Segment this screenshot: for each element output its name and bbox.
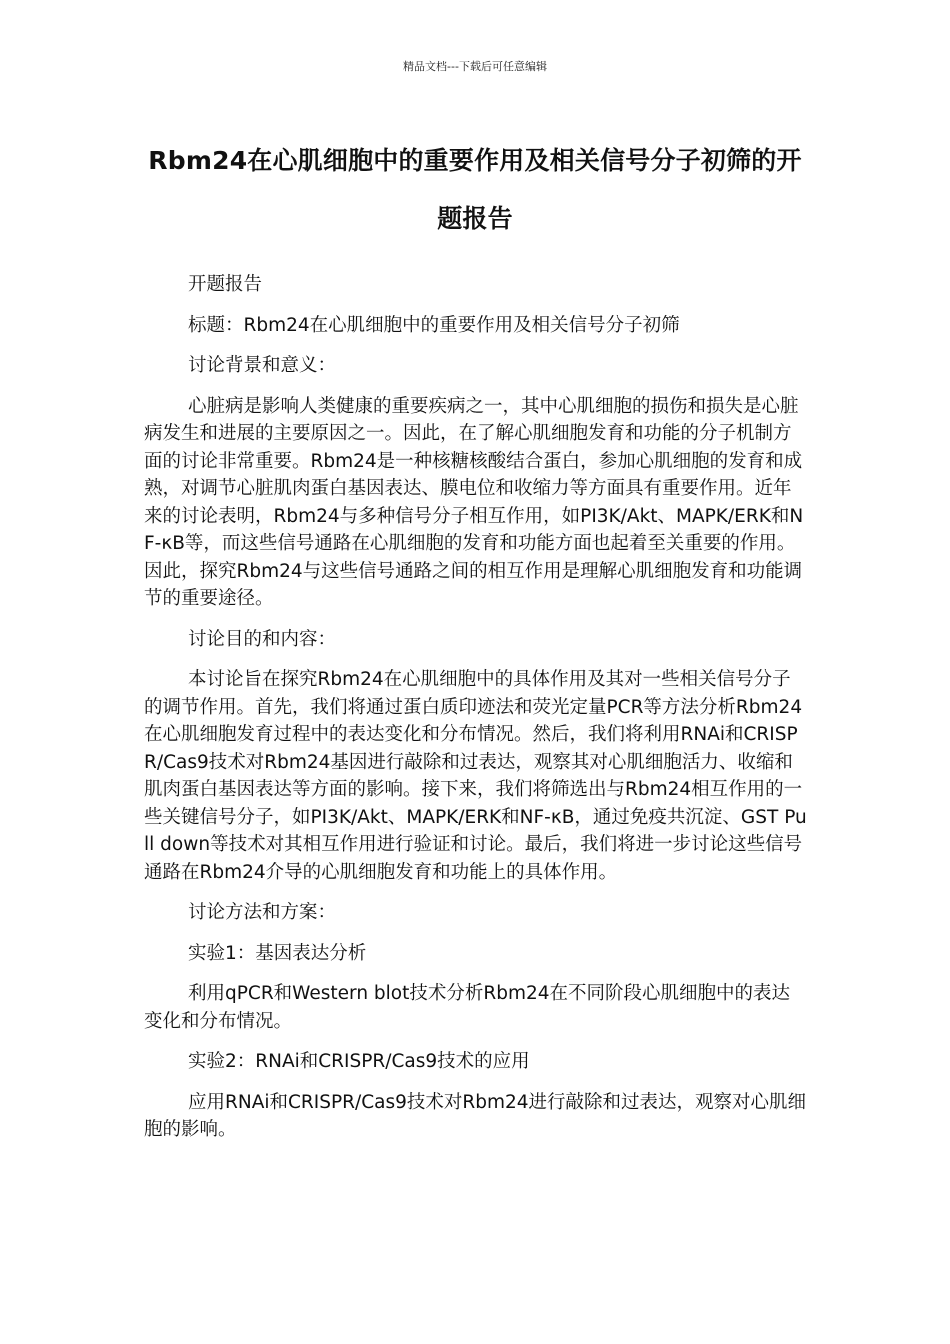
section-heading-objectives: 讨论目的和内容： [188, 628, 337, 650]
experiment-1-heading: 实验1：基因表达分析 [188, 942, 367, 964]
background-paragraph: 心脏病是影响人类健康的重要疾病之一，其中心肌细胞的损伤和损失是心脏病发生和进展的主要原因之一。因此，在了解心肌细胞发育和功能的分子机制方面的讨论非常重要。Rbm24是一种核糖核酸结合蛋白，参加心肌细胞的发育和成熟，对调节心脏肌肉蛋白基因表达、膜电位和收缩力等方面具有重要作用。近年来的讨论表明，Rbm24与多种信号分子相互作用，如PI3K/Akt、MAPK/ERK和NF-κB等，而这些信号通路在心肌细胞的发育和功能方面也起着至关重要的作用。因此，探究Rbm24与这些信号通路之间的相互作用是理解心肌细胞发育和功能调节的重要途径。 [144, 395, 804, 609]
header-note: 精品文档---下载后可任意编辑 [403, 60, 547, 73]
experiment-2-paragraph: 应用RNAi和CRISPR/Cas9技术对Rbm24进行敲除和过表达，观察对心肌细胞的影响。 [144, 1091, 807, 1140]
section-heading-methods: 讨论方法和方案： [188, 902, 337, 923]
experiment-2-heading: 实验2：RNAi和CRISPR/Cas9技术的应用 [188, 1051, 530, 1072]
document-body [144, 271, 808, 1157]
report-heading: 标题：Rbm24在心肌细胞中的重要作用及相关信号分子初筛 [188, 314, 680, 336]
experiment-1-paragraph: 利用qPCR和Western blot技术分析Rbm24在不同阶段心肌细胞中的表达变化和分布情况。 [144, 983, 791, 1032]
objectives-paragraph: 本讨论旨在探究Rbm24在心肌细胞中的具体作用及其对一些相关信号分子的调节作用。首先，我们将通过蛋白质印迹法和荧光定量PCR等方法分析Rbm24在心肌细胞发育过程中的表达变化和分布情况。然后，我们将利用RNAi和CRISPR/Cas9技术对Rbm24基因进行敲除和过表达，观察其对心肌细胞活力、收缩和肌肉蛋白基因表达等方面的影响。接下来，我们将筛选出与Rbm24相互作用的一些关键信号分子，如PI3K/Akt、MAPK/ERK和NF-κB，通过免疫共沉淀、GST Pull down等技术对其相互作用进行验证和讨论。最后，我们将进一步讨论这些信号通路在Rbm24介导的心肌细胞发育和功能上的具体作用。 [144, 669, 807, 883]
section-label-report: 开题报告 [188, 274, 263, 295]
document-title: Rbm24在心肌细胞中的重要作用及相关信号分子初筛的开题报告 [148, 146, 802, 233]
section-heading-background: 讨论背景和意义： [188, 355, 337, 376]
